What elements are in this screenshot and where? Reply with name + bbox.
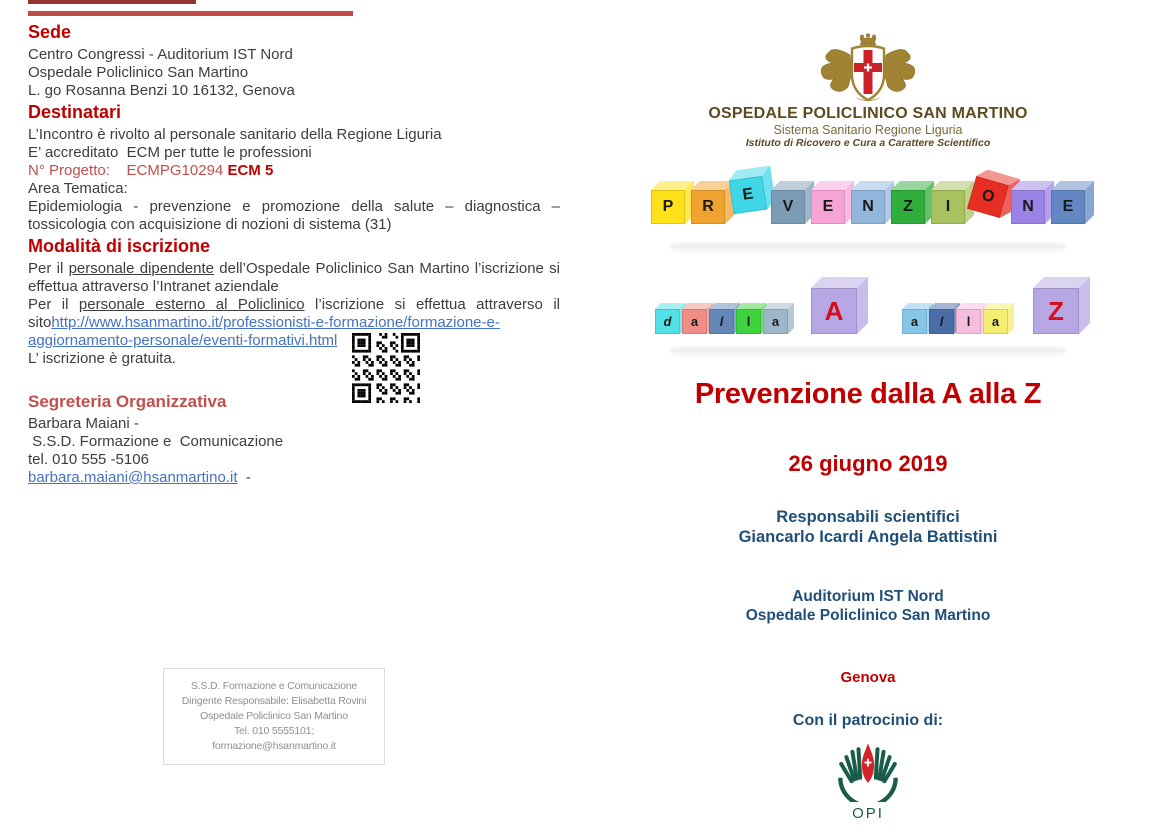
blocks-reflection [671,348,1065,356]
top-accent-bar-dark [28,0,196,4]
letter-cube: V [771,190,805,224]
letter-cube: a [682,309,707,334]
letter-cube: d [655,309,680,334]
progetto-code: ECMPG10294 [126,162,228,179]
letter-cube: Z [891,190,925,224]
iscrizione-gratuita-line: L’ iscrizione è gratuita. [28,350,176,367]
blocks-reflection [671,244,1065,252]
text-run: dell’Ospedale Policlinico San Martino l’iscrizione si effettua attraverso l’Intranet aziendale [28,260,560,295]
qr-code [352,333,420,403]
segreteria-email-line [28,469,560,487]
event-title: Prevenzione dalla A alla Z [694,378,1042,410]
sede-line: L. go Rosanna Benzi 10 16132, Genova [28,82,295,99]
letter-cube: E [729,176,767,214]
progetto-line [28,162,560,180]
underlined-phrase: personale dipendente [68,260,214,277]
letter-cube: N [851,190,885,224]
letter-cube: P [651,190,685,224]
qr-code-image [352,333,420,403]
footer-contact-box [163,668,385,765]
footer-line: Tel. 010 5555101; [233,725,315,737]
letter-cube-big: A [811,288,857,334]
dalla-a-alla-z-letter-blocks [622,276,1114,346]
iscrizione-paragraph-2 [28,296,560,350]
letter-cube: N [1011,190,1045,224]
section-heading-modalita: Modalità di iscrizione [28,236,211,256]
destinatari-line: L’Incontro è rivolto al personale sanitario della Regione Liguria [28,126,442,143]
letter-cube: a [763,309,788,334]
opi-logo-block [622,738,1114,822]
scientific-leads-names: Giancarlo Icardi Angela Battistini [738,528,998,546]
section-heading-segreteria: Segreteria Organizzativa [28,392,227,411]
scientific-leads-label: Responsabili scientifici [776,508,960,526]
hospital-subtitle-2: Istituto di Ricovero e Cura a Carattere Scientifico [745,137,991,149]
city-label: Genova [840,669,896,686]
event-date: 26 giugno 2019 [788,451,948,476]
sede-line: Ospedale Policlinico San Martino [28,64,249,81]
segreteria-line: tel. 010 555 -5106 [28,451,149,468]
segreteria-line: Barbara Maiani - [28,415,139,432]
letter-cube: R [691,190,725,224]
area-tematica-text: Epidemiologia - prevenzione e promozione della salute – diagnostica – tossicologia con acquisizione di nozioni di sistema (31) [28,198,560,233]
opi-label: OPI [852,805,884,822]
underlined-phrase: personale esterno al Policlinico [78,296,305,313]
registration-url-link[interactable]: http://www.hsanmartino.it/professionisti-e-formazione/formazione-e-aggiornamento-personale/eventi-formativi.html [28,314,500,349]
letter-cube: E [811,190,845,224]
progetto-label: N° Progetto: [28,162,127,179]
venue-line: Auditorium IST Nord [792,588,944,605]
footer-line: Dirigente Responsabile: Elisabetta Rovini [181,695,367,707]
letter-cube-big: Z [1033,288,1079,334]
poster-column [622,0,1114,822]
section-heading-sede: Sede [28,22,72,42]
top-accent-bar-red [28,11,353,16]
sede-line: Centro Congressi - Auditorium IST Nord [28,46,293,63]
footer-line: Ospedale Policlinico San Martino [200,710,348,722]
destinatari-line: E’ accreditato ECM per tutte le professioni [28,144,312,161]
text-run: Per il [28,296,79,313]
hospital-name: OSPEDALE POLICLINICO SAN MARTINO [708,105,1028,122]
letter-cube: l [929,309,954,334]
letter-cube: I [931,190,965,224]
text-run: Per il [28,260,69,277]
prevenzione-letter-blocks [622,176,1114,242]
opi-logo-icon [829,738,907,802]
area-tematica-label: Area Tematica: [28,180,128,197]
progetto-ecm: ECM 5 [227,162,274,179]
letter-cube: E [1051,190,1085,224]
info-column [28,20,560,487]
letter-cube: l [956,309,981,334]
email-suffix: - [237,469,251,486]
footer-line: formazione@hsanmartino.it [212,740,336,752]
letter-cube: l [709,309,734,334]
section-heading-destinatari: Destinatari [28,102,122,122]
iscrizione-paragraph-1 [28,260,560,296]
text-run: l’iscrizione si effettua attraverso il sito [28,296,560,331]
letter-cube: l [736,309,761,334]
hospital-crest-icon [804,33,932,105]
letter-cube: a [983,309,1008,334]
letter-cube: a [902,309,927,334]
patronage-label: Con il patrocinio di: [792,712,944,729]
hospital-subtitle: Sistema Sanitario Regione Liguria [773,123,963,137]
segreteria-line: S.S.D. Formazione e Comunicazione [28,433,284,450]
scientific-leads-block [622,507,1114,547]
venue-line: Ospedale Policlinico San Martino [745,607,991,624]
letter-cube: O [967,176,1009,218]
footer-line: S.S.D. Formazione e Comunicazione [190,680,358,692]
email-link[interactable]: barbara.maiani@hsanmartino.it [28,469,238,486]
venue-block [622,587,1114,625]
